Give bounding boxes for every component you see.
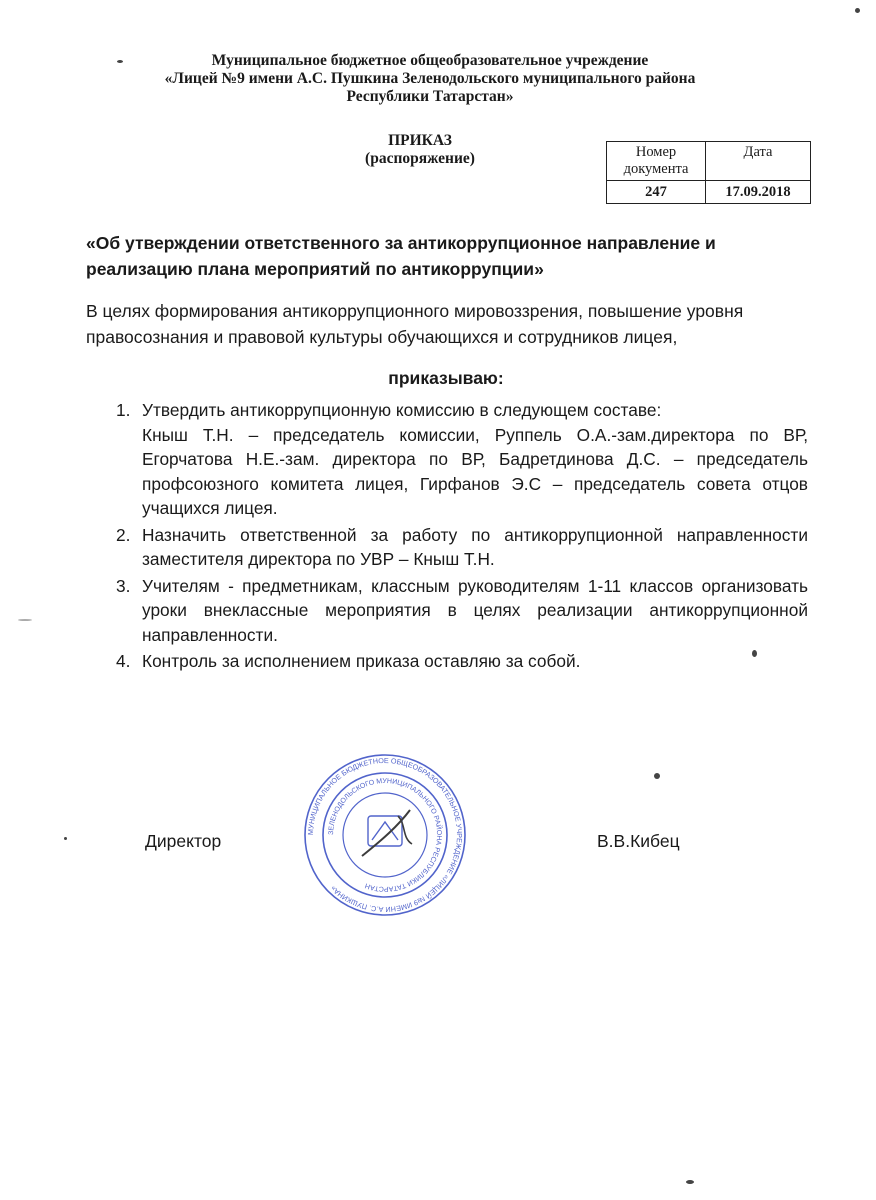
scan-speck xyxy=(654,773,660,779)
scan-speck xyxy=(752,650,757,657)
item-text: Утвердить антикоррупционную комиссию в следующем составе: xyxy=(142,400,662,420)
scan-speck xyxy=(64,837,67,840)
header-line-3: Республики Татарстан» xyxy=(346,88,514,105)
header-line-2: «Лицей №9 имени А.С. Пушкина Зеленодольского муниципального района xyxy=(164,70,696,87)
order-title-block xyxy=(300,132,540,168)
item-text: Учителям - предметникам, классным руководителям 1-11 классов организовать уроки внеклассные мероприятия в целях реализации антикоррупционной направленности. xyxy=(142,575,808,645)
official-seal-stamp xyxy=(302,752,468,918)
signatory-role: Директор xyxy=(145,831,222,851)
date-label-cell: Дата xyxy=(706,142,811,181)
list-item xyxy=(86,523,808,572)
document-number: 247 xyxy=(607,181,706,204)
intro-paragraph: В целях формирования антикоррупционного мировоззрения, повышение уровня правосознания и правовой культуры обучающихся и сотрудников лицея, xyxy=(86,301,744,347)
institution-header xyxy=(60,52,800,106)
item-number: 2. xyxy=(116,524,131,545)
order-title: ПРИКАЗ xyxy=(388,132,452,149)
header-line-1: Муниципальное бюджетное общеобразовательное учреждение xyxy=(211,52,649,69)
list-item xyxy=(86,649,808,674)
commission-members: Кныш Т.Н. – председатель комиссии, Руппель О.А.-зам.директора по ВР, Егорчатова Н.Е.-зам. директора по ВР, Бадретдинова Д.С. – председатель профсоюзного комитета лицея, Гирфанов Э.С – председатель совета отцов учащихся лицея. xyxy=(142,424,808,518)
document-number-table xyxy=(606,141,811,204)
scan-speck xyxy=(18,619,32,621)
order-subtitle: (распоряжение) xyxy=(365,150,475,167)
item-text: Контроль за исполнением приказа оставляю за собой. xyxy=(142,651,581,671)
scan-speck xyxy=(117,60,123,63)
signatory-name: В.В.Кибец xyxy=(597,831,680,851)
order-subject: «Об утверждении ответственного за антикоррупционное направление и реализацию плана мероприятий по антикоррупции» xyxy=(86,233,716,279)
number-label-cell: Номер документа xyxy=(607,142,706,181)
document-date: 17.09.2018 xyxy=(706,181,811,204)
list-item xyxy=(86,574,808,648)
seal-outer-text: МУНИЦИПАЛЬНОЕ БЮДЖЕТНОЕ ОБЩЕОБРАЗОВАТЕЛЬНОЕ УЧРЕЖДЕНИЕ «ЛИЦЕЙ №9 ИМЕНИ А.С. ПУШКИНА» xyxy=(305,755,465,915)
item-number: 4. xyxy=(116,651,131,671)
item-number: 1. xyxy=(116,400,131,420)
item-text: Назначить ответственной за работу по антикоррупционной направленности заместителя директора по УВР – Кныш Т.Н. xyxy=(142,524,808,569)
scan-speck xyxy=(686,1180,694,1184)
list-item xyxy=(86,398,808,521)
scan-speck xyxy=(855,8,860,13)
seal-inner-text: ЗЕЛЕНОДОЛЬСКОГО МУНИЦИПАЛЬНОГО РАЙОНА РЕСПУБЛИКИ ТАТАРСТАН xyxy=(327,777,443,893)
order-keyword: приказываю: xyxy=(388,368,504,388)
item-number: 3. xyxy=(116,575,131,596)
order-items-list xyxy=(86,398,808,676)
